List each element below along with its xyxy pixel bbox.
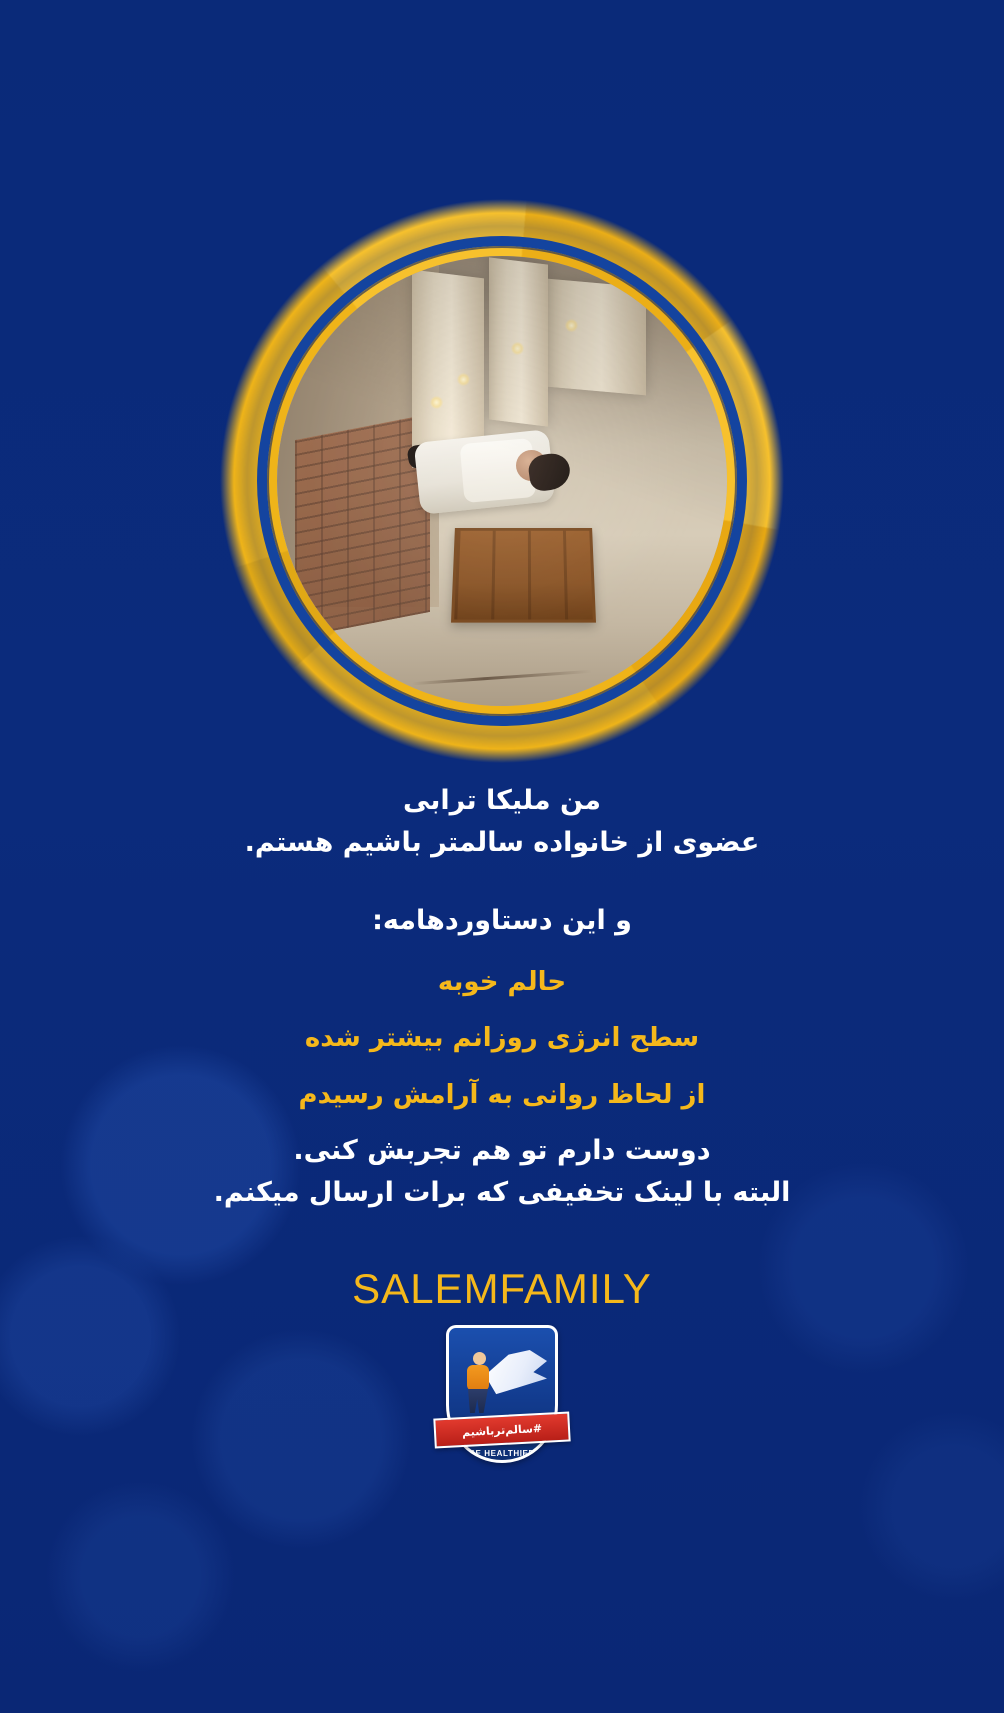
figure-head [473,1352,486,1365]
cta-line-1: دوست دارم تو هم تجربش کنی. [293,1135,711,1166]
list-item: حالم خوبه [437,967,567,997]
cta-line-2: البته با لینک تخفیفی که برات ارسال میکنم. [213,1176,791,1208]
profile-photo-frame [217,196,787,766]
achievements-title-text: و این دستاوردهامه: [372,905,632,936]
intro-text [0,780,1004,864]
photo-shading-overlay [277,256,727,706]
profile-photo [277,256,727,706]
logo-subtitle: BE HEALTHIER [469,1449,535,1458]
list-item: از لحاظ روانی به آرامش رسیدم [298,1079,706,1110]
figure-legs [468,1389,488,1413]
achievements-list [0,962,1004,1131]
intro-line-1: من ملیکا ترابی [402,785,602,816]
intro-line-2: عضوی از خانواده سالمتر باشیم هستم. [244,826,760,858]
runner-figure-icon [463,1352,495,1414]
achievements-title [0,900,1004,942]
figure-torso [467,1365,489,1391]
list-item: سطح انرژی روزانم بیشتر شده [304,1023,700,1054]
brand-name: SALEMFAMILY [352,1265,652,1312]
cta-text [0,1130,1004,1214]
logo-banner: #سالم‌تر‌باشیم [433,1411,570,1448]
brand-logo [446,1325,558,1463]
